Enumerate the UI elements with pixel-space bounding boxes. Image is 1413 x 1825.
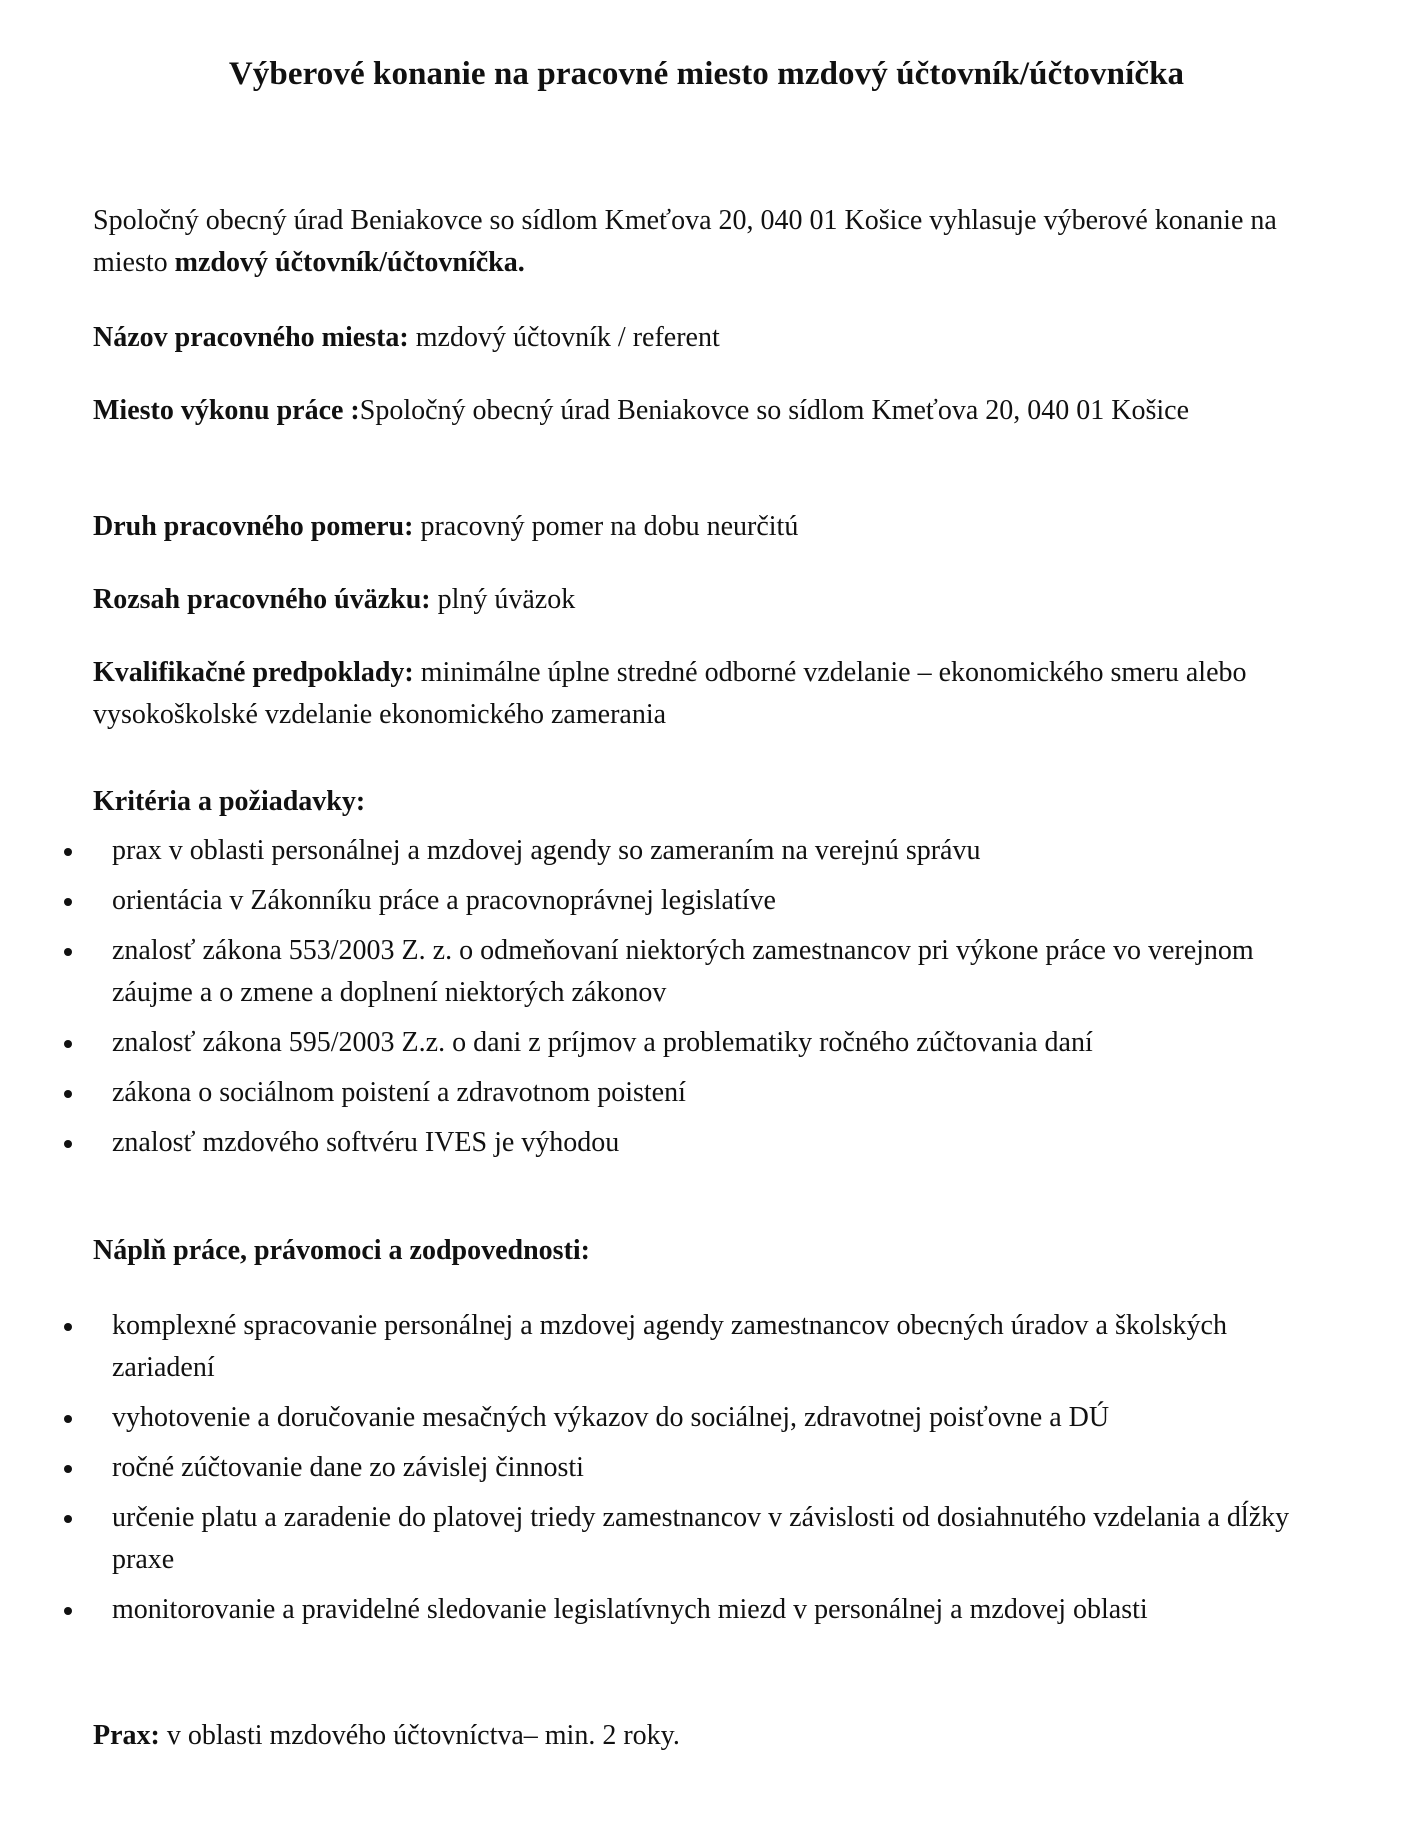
field-value: pracovný pomer na dobu neurčitú [413, 511, 799, 542]
bullet-icon [64, 848, 72, 856]
field-workplace [93, 390, 1323, 432]
bullet-icon [64, 1607, 72, 1615]
list-item [0, 1447, 1320, 1489]
list-item-text: znalosť zákona 553/2003 Z. z. o odmeňovaní niektorých zamestnancov pri výkone práce vo verejnom záujme a o zmene a doplnení niektorých zákonov [112, 935, 1254, 1008]
field-label: Rozsah pracovného úväzku: [93, 584, 431, 615]
list-item-text: znalosť zákona 595/2003 Z.z. o dani z príjmov a problematiky ročného zúčtovania daní [112, 1027, 1093, 1058]
list-item-text: prax v oblasti personálnej a mzdovej agendy so zameraním na verejnú správu [112, 835, 981, 866]
field-label: Druh pracovného pomeru: [93, 511, 414, 542]
field-job-title [93, 317, 1323, 359]
field-value: mzdový účtovník / referent [408, 322, 720, 353]
field-value: Spoločný obecný úrad Beniakovce so sídlom Kmeťova 20, 040 01 Košice [359, 395, 1190, 426]
bullet-icon [64, 1465, 72, 1473]
list-item [0, 1072, 1320, 1114]
list-item-text: určenie platu a zaradenie do platovej triedy zamestnancov v závislosti od dosiahnutého vzdelania a dĺžky praxe [112, 1502, 1290, 1575]
intro-text: Spoločný obecný úrad Beniakovce so sídlom Kmeťova 20, 040 01 Košice vyhlasuje výberové konanie na miesto [93, 205, 1277, 278]
list-item [0, 1589, 1320, 1631]
criteria-list [0, 830, 1320, 1172]
list-item [0, 1497, 1320, 1581]
field-label: Názov pracovného miesta: [93, 322, 409, 353]
list-item-text: zákona o sociálnom poistení a zdravotnom poistení [112, 1077, 686, 1108]
list-item-text: monitorovanie a pravidelné sledovanie legislatívnych miezd v personálnej a mzdovej oblasti [112, 1594, 1148, 1625]
document-title: Výberové konanie na pracovné miesto mzdový účtovník/účtovníčka [228, 56, 1185, 92]
duties-list [0, 1305, 1320, 1639]
list-item-text: znalosť mzdového softvéru IVES je výhodou [112, 1127, 620, 1158]
field-employment-type [93, 506, 1323, 548]
duties-heading: Náplň práce, právomoci a zodpovednosti: [93, 1235, 590, 1266]
criteria-heading: Kritéria a požiadavky: [93, 786, 366, 817]
practice-label: Prax: [93, 1720, 160, 1751]
list-item [0, 830, 1320, 872]
field-value: plný úväzok [430, 584, 576, 615]
practice-value: v oblasti mzdového účtovníctva– min. 2 roky. [159, 1720, 680, 1751]
intro-bold-text: mzdový účtovník/účtovníčka. [174, 247, 525, 278]
field-value: minimálne úplne stredné odborné vzdelanie – ekonomického smeru alebo vysokoškolské vzdelanie ekonomického zamerania [93, 657, 1247, 730]
list-item-text: orientácia v Zákonníku práce a pracovnoprávnej legislatíve [112, 885, 776, 916]
practice-paragraph [93, 1715, 1323, 1757]
intro-paragraph [93, 200, 1323, 284]
list-item-text: ročné zúčtovanie dane zo závislej činnosti [112, 1452, 584, 1483]
bullet-icon [64, 948, 72, 956]
bullet-icon [64, 1415, 72, 1423]
list-item-text: komplexné spracovanie personálnej a mzdovej agendy zamestnancov obecných úradov a školských zariadení [112, 1310, 1227, 1383]
list-item [0, 1022, 1320, 1064]
list-item-text: vyhotovenie a doručovanie mesačných výkazov do sociálnej, zdravotnej poisťovne a DÚ [112, 1402, 1110, 1433]
field-label: Miesto výkonu práce : [93, 395, 360, 426]
list-item [0, 1122, 1320, 1164]
list-item [0, 930, 1320, 1014]
list-item [0, 1397, 1320, 1439]
bullet-icon [64, 1040, 72, 1048]
field-label: Kvalifikačné predpoklady: [93, 657, 414, 688]
list-item [0, 1305, 1320, 1389]
list-item [0, 880, 1320, 922]
field-qualifications [93, 652, 1323, 736]
field-workload [93, 579, 1323, 621]
bullet-icon [64, 1323, 72, 1331]
bullet-icon [64, 898, 72, 906]
bullet-icon [64, 1515, 72, 1523]
bullet-icon [64, 1140, 72, 1148]
bullet-icon [64, 1090, 72, 1098]
